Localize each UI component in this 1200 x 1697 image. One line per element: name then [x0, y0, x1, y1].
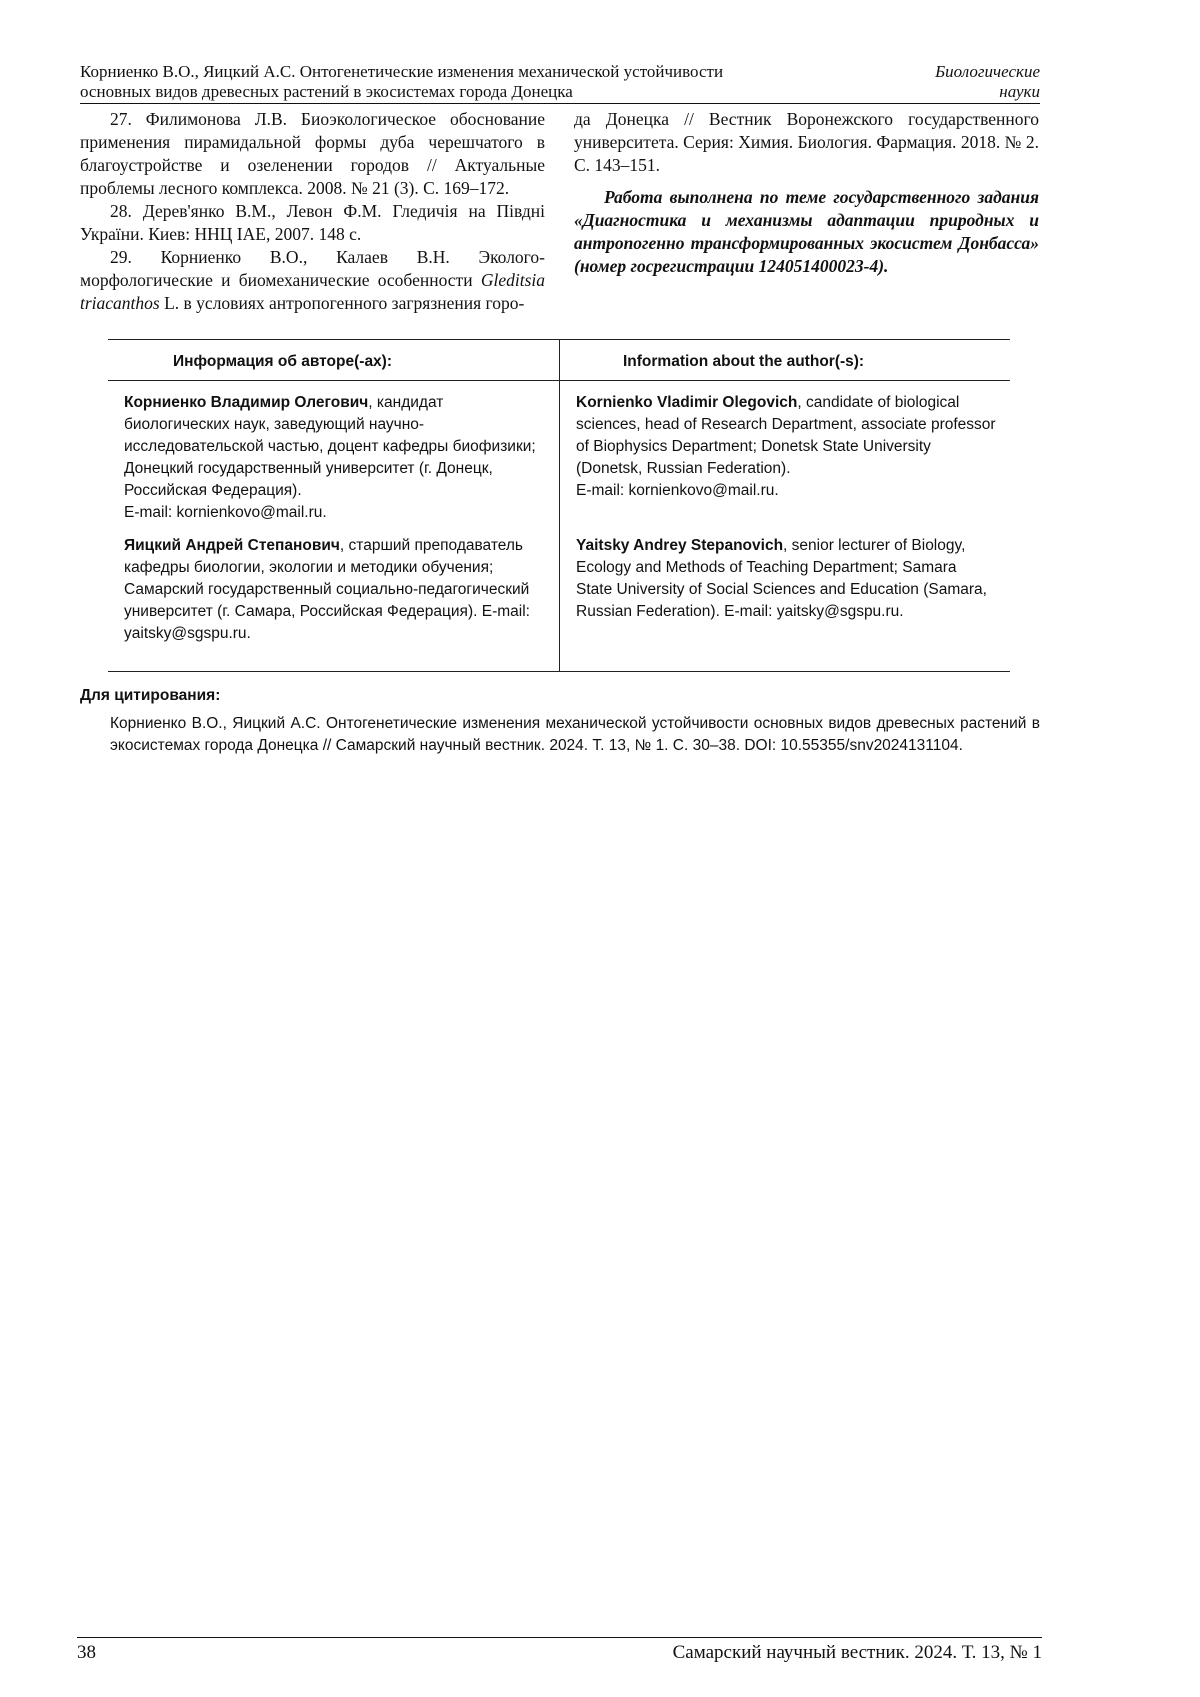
author-1-ru-text	[124, 392, 544, 502]
reference-29-continued: да Донецка // Вестник Воронежского государственного университета. Серия: Химия. Биология. Фармация. 2018. № 2. С. 143–151.	[574, 109, 1039, 175]
references-left-column	[80, 108, 545, 315]
page-footer	[77, 1637, 1042, 1667]
author-1-desc-en: , candidate of biological sciences, head of Research Department, associate professor of Biophysics Department; Donetsk State University (Donetsk, Russian Federation).	[576, 394, 996, 477]
section-line-1: Биологические	[935, 62, 1040, 81]
header-rule	[80, 103, 1040, 104]
table-header-divider	[108, 380, 1010, 381]
author-2-ru	[124, 535, 544, 645]
author-1-desc-ru: , кандидат биологических наук, заведующий научно-исследовательской частью, доцент кафедры биофизики; Донецкий государственный университет (г. Донецк, Российская Федерация).	[124, 394, 536, 499]
reference-29-start: 29. Корниенко В.О., Калаев В.Н. Эколого-морфологические и биомеханические особенности	[80, 247, 545, 290]
footer-rule	[77, 1637, 1042, 1638]
journal-name: Самарский научный вестник. 2024. Т. 13, № 1	[672, 1642, 1042, 1663]
author-1-email-ru: E-mail: kornienkovo@mail.ru.	[124, 504, 327, 521]
author-1-ru	[124, 392, 544, 524]
author-1-email-en: E-mail: kornienkovo@mail.ru.	[576, 482, 779, 499]
reference-29-species: Gleditsia triacanthos	[80, 270, 546, 313]
references-right-column	[574, 108, 1039, 296]
author-info-header-en: Information about the author(-s):	[623, 353, 865, 370]
citation-heading: Для цитирования:	[80, 687, 221, 704]
section-line-2: науки	[999, 82, 1040, 101]
author-1-en	[576, 392, 996, 502]
reference-29-rest: L. в условиях антропогенного загрязнения горо-	[164, 293, 525, 313]
author-2-en-text	[576, 535, 996, 623]
author-1-name-en: Kornienko Vladimir Olegovich	[576, 394, 798, 411]
author-2-desc-ru: , старший преподаватель кафедры биологии, экологии и методики обучения; Самарский государственный социально-педагогический университет (г. Самара, Российская Федерация). E-mail: yaitsky@sgspu.ru.	[124, 537, 530, 642]
running-header-article	[80, 62, 860, 102]
reference-28: 28. Дерев'янко В.М., Левон Ф.М. Гледичія на Півдні України. Киев: ННЦ ІАЕ, 2007. 148 с.	[80, 201, 545, 244]
author-2-desc-en: , senior lecturer of Biology, Ecology and Methods of Teaching Department; Samara State University of Social Sciences and Education (Samara, Russian Federation). E-mail: yaitsky@sgspu.ru.	[576, 537, 987, 620]
author-info-table	[108, 339, 1010, 672]
citation-text: Корниенко В.О., Яицкий А.С. Онтогенетические изменения механической устойчивости основных видов древесных растений в экосистемах города Донецка // Самарский научный вестник. 2024. Т. 13, № 1. С. 30–38. DOI: 10.55355/snv2024131104.	[110, 715, 1040, 754]
running-header	[80, 62, 1040, 104]
reference-29	[80, 246, 545, 315]
author-1-name-ru: Корниенко Владимир Олегович	[124, 394, 369, 411]
funding-note: Работа выполнена по теме государственного задания «Диагностика и механизмы адаптации природных и антропогенно трансформированных экосистем Донбасса» (номер госрегистрации 124051400023-4).	[574, 187, 1039, 276]
running-header-line-1: Корниенко В.О., Яицкий А.С. Онтогенетические изменения механической устойчивости	[80, 62, 724, 81]
author-2-name-en: Yaitsky Andrey Stepanovich	[576, 537, 784, 554]
reference-27: 27. Филимонова Л.В. Биоэкологическое обоснование применения пирамидальной формы дуба черешчатого в благоустройстве и озеленении городов // Актуальные проблемы лесного комплекса. 2008. № 21 (3). С. 169–172.	[80, 109, 545, 198]
author-2-ru-text	[124, 535, 544, 645]
author-2-en	[576, 535, 996, 623]
author-info-header-ru: Информация об авторе(-ах):	[173, 353, 393, 370]
running-header-section	[935, 62, 1040, 102]
table-column-divider	[559, 340, 560, 671]
author-2-name-ru: Яицкий Андрей Степанович	[124, 537, 340, 554]
running-header-line-2: основных видов древесных растений в экосистемах города Донецка	[80, 82, 573, 101]
page-number: 38	[77, 1642, 96, 1663]
author-1-en-text	[576, 392, 996, 480]
